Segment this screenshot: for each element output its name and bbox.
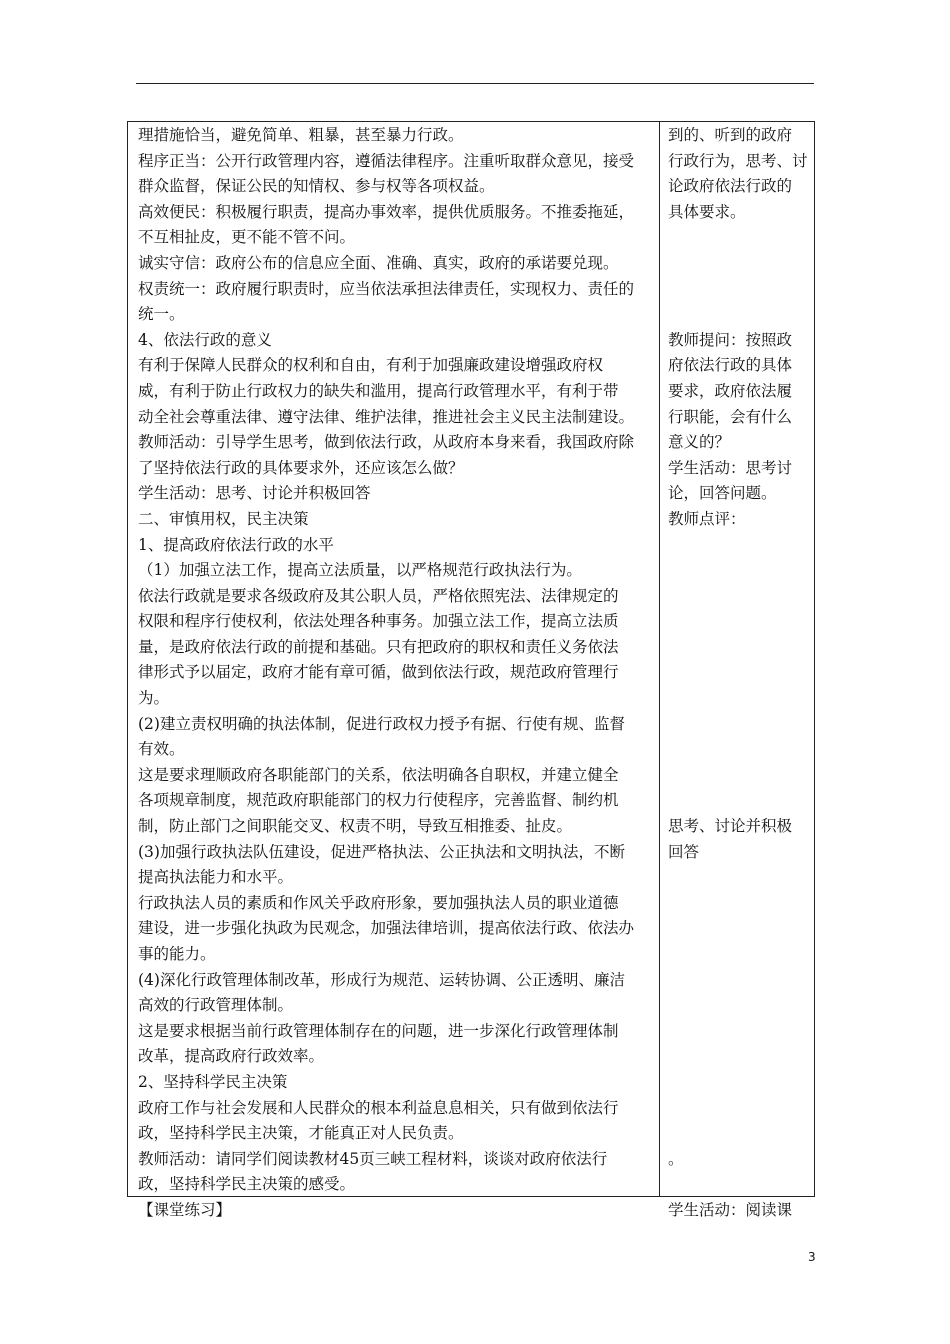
- content-line: 制，防止部门之间职能交叉、权责不明，导致互相推委、扯皮。: [138, 817, 573, 836]
- content-line: 威，有利于防止行政权力的缺失和滥用，提高行政管理水平，有利于带: [138, 381, 619, 400]
- content-line: 【课堂练习】: [138, 1200, 232, 1219]
- content-line: 二、审慎用权，民主决策: [138, 509, 309, 528]
- activity-line: 要求，政府依法履: [668, 381, 793, 400]
- activity-line: 府依法行政的具体: [668, 356, 793, 375]
- activity-line: 行职能，会有什么: [668, 407, 793, 426]
- content-line: 这是要求理顺政府各职能部门的关系，依法明确各自职权，并建立健全: [138, 765, 619, 784]
- content-line: 权责统一：政府履行职责时，应当依法承担法律责任，实现权力、责任的: [138, 279, 635, 298]
- content-line: 教师活动：请同学们阅读教材45页三峡工程材料，谈谈对政府依法行: [138, 1149, 608, 1168]
- content-line: 高效便民：积极履行职责，提高办事效率，提供优质服务。不推委拖延，: [138, 202, 635, 221]
- content-line: (3)加强行政执法队伍建设，促进严格执法、公正执法和文明执法，不断: [138, 842, 625, 861]
- content-line: 事的能力。: [138, 945, 216, 963]
- activity-line: 具体要求。: [668, 202, 746, 221]
- content-line: 政府工作与社会发展和人民群众的根本利益息息相关，只有做到依法行: [138, 1098, 619, 1117]
- content-line: 为。: [138, 689, 170, 708]
- activity-line: 。: [668, 1150, 684, 1168]
- activity-note: [668, 1198, 808, 1224]
- content-line: 各项规章制度，规范政府职能部门的权力行使程序，完善监督、制约机: [138, 791, 619, 810]
- content-line: 行政执法人员的素质和作风关乎政府形象，要加强执法人员的职业道德: [138, 893, 619, 912]
- lesson-plan-table: [127, 121, 815, 1220]
- activity-note: [668, 814, 808, 865]
- activity-column: [668, 123, 808, 1220]
- content-line: 政，坚持科学民主决策的感受。: [138, 1175, 356, 1194]
- column-divider: [659, 122, 660, 1196]
- content-line: （1）加强立法工作，提高立法质量，以严格规范行政执法行为。: [138, 561, 582, 580]
- activity-note: [668, 1147, 808, 1173]
- content-line: 建设，进一步强化执政为民观念，加强法律培训，提高依法行政、依法办: [138, 919, 635, 938]
- content-line: 提高执法能力和水平。: [138, 868, 294, 887]
- activity-line: 学生活动：思考讨: [668, 458, 793, 477]
- content-line: 1、提高政府依法行政的水平: [138, 535, 334, 554]
- activity-line: 思考、讨论并积极: [668, 817, 793, 836]
- content-line: 政，坚持科学民主决策，才能真正对人民负责。: [138, 1124, 464, 1143]
- content-line: (4)深化行政管理体制改革，形成行为规范、运转协调、公正透明、廉洁: [138, 970, 625, 989]
- activity-line: 学生活动：阅读课: [668, 1201, 793, 1220]
- content-line: 动全社会尊重法律、遵守法律、维护法律，推进社会主义民主法制建设。: [138, 407, 635, 426]
- content-line: (2)建立责权明确的执法体制，促进行政权力授予有据、行使有规、监督: [138, 714, 625, 733]
- content-line: 程序正当：公开行政管理内容，遵循法律程序。注重听取群众意见，接受: [138, 151, 635, 170]
- content-line: 理措施恰当，避免简单、粗暴，甚至暴力行政。: [138, 126, 464, 144]
- content-column: [138, 123, 653, 1224]
- activity-line: 到的、听到的政府: [668, 126, 793, 144]
- content-line: 4、依法行政的意义: [138, 330, 272, 349]
- activity-note: [668, 123, 808, 225]
- content-line: 有效。: [138, 740, 185, 759]
- content-line: 2、坚持科学民主决策: [138, 1072, 288, 1091]
- content-line: 有利于保障人民群众的权利和自由，有利于加强廉政建设增强政府权: [138, 356, 604, 375]
- content-line: 教师活动：引导学生思考，做到依法行政，从政府本身来看，我国政府除: [138, 433, 635, 452]
- content-line: 不互相扯皮，更不能不管不问。: [138, 228, 356, 247]
- page-number: 3: [808, 1250, 816, 1264]
- content-line: 权限和程序行使权利，依法处理各种事务。加强立法工作，提高立法质: [138, 612, 619, 631]
- content-line: 量，是政府依法行政的前提和基础。只有把政府的职权和责任义务依法: [138, 637, 619, 656]
- header-rule: [136, 83, 814, 84]
- content-line: 了坚持依法行政的具体要求外，还应该怎么做？: [138, 458, 464, 477]
- activity-line: 行政行为，思考、讨: [668, 151, 808, 170]
- content-line: 依法行政就是要求各级政府及其公职人员，严格依照宪法、法律规定的: [138, 586, 619, 605]
- activity-line: 论政府依法行政的: [668, 177, 793, 196]
- activity-line: 教师提问：按照政: [668, 330, 793, 349]
- activity-note: [668, 328, 808, 533]
- content-line: 律形式予以届定，政府才能有章可循，做到依法行政，规范政府管理行: [138, 663, 619, 682]
- activity-line: 论，回答问题。: [668, 484, 777, 503]
- activity-line: 教师点评：: [668, 509, 746, 528]
- activity-line: 回答: [668, 842, 700, 861]
- content-line: 这是要求根据当前行政管理体制存在的问题，进一步深化行政管理体制: [138, 1021, 619, 1040]
- content-line: 改革，提高政府行政效率。: [138, 1047, 325, 1066]
- content-line: 群众监督，保证公民的知情权、参与权等各项权益。: [138, 177, 495, 196]
- content-line: 高效的行政管理体制。: [138, 996, 294, 1015]
- content-line: 诚实守信：政府公布的信息应全面、准确、真实，政府的承诺要兑现。: [138, 253, 619, 272]
- content-line: 统一。: [138, 305, 185, 324]
- content-line: 学生活动：思考、讨论并积极回答: [138, 484, 371, 503]
- activity-line: 意义的？: [668, 433, 731, 452]
